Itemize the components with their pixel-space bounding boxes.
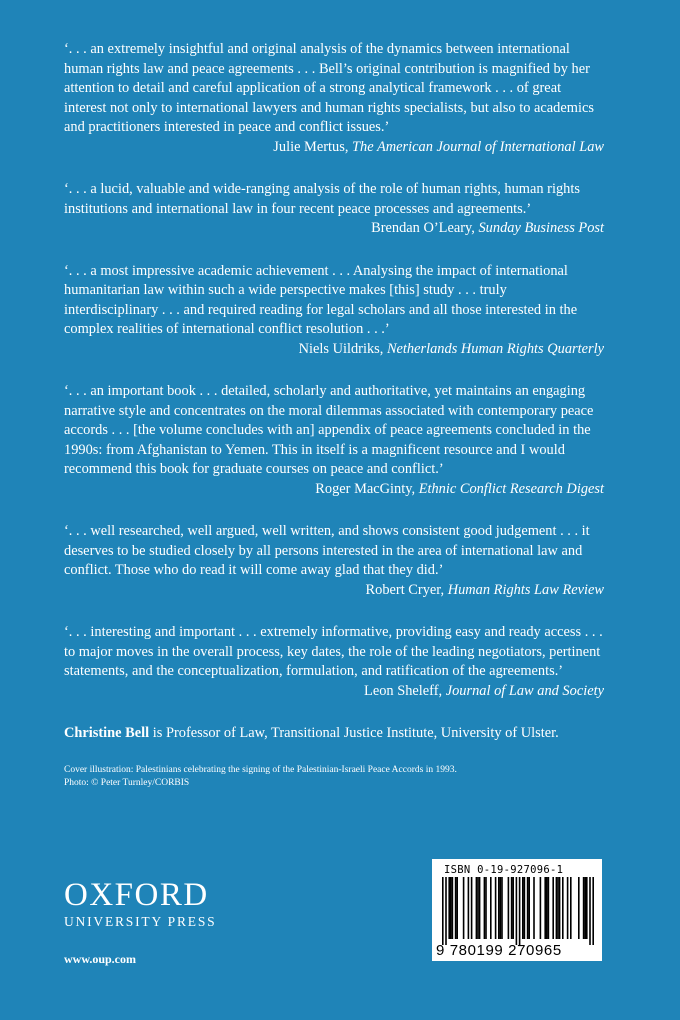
review-2 [64, 180, 604, 239]
isbn-barcode [432, 859, 602, 961]
barcode-bar [442, 877, 444, 945]
barcode-bar [479, 877, 481, 939]
barcode-bar [463, 877, 465, 939]
review-quote: ‘. . . a most impressive academic achievement . . . Analysing the impact of international humanitarian law within such a wide perspective makes [this] study . . . truly interdisciplinary . . . and required reading for legal scholars and all those interested in the complex realities of international conflict resolution . . .’ [64, 262, 578, 337]
reviewer-name: Roger MacGinty, [315, 480, 419, 497]
review-source: Netherlands Human Rights Quarterly [386, 340, 604, 357]
cover-caption: Cover illustration: Palestinians celebrating the signing of the Palestinian-Israeli Peace Accords in 1993. [64, 764, 457, 775]
barcode-bar [485, 877, 487, 939]
barcode-bar [556, 877, 558, 939]
reviewer-name: Robert Cryer, [365, 581, 448, 598]
review-5 [64, 522, 604, 600]
reviewer-name: Niels Uildriks, [298, 340, 387, 357]
review-1 [64, 40, 604, 157]
barcode-bar [562, 877, 564, 939]
photo-credit: Photo: © Peter Turnley/CORBIS [64, 777, 190, 788]
author-bio [64, 724, 604, 744]
barcode-bar [450, 877, 452, 939]
barcode-bar [552, 877, 554, 939]
review-quote: ‘. . . a lucid, valuable and wide-ranging analysis of the role of human rights, human rights institutions and international law in four recent peace processes and agreements.’ [64, 181, 580, 217]
barcode-bar [528, 877, 530, 939]
review-quote: ‘. . . well researched, well argued, well written, and shows consistent good judgement . . . it deserves to be studied closely by all persons interested in the area of international law and conflict. Those who do read it will come away glad that they did.’ [64, 523, 590, 578]
barcode-bar [516, 877, 518, 945]
barcode-bar [527, 877, 529, 939]
reviewer-name: Leon Sheleff, [364, 682, 446, 699]
review-attribution [64, 340, 604, 360]
publisher-logo: OXFORD [64, 877, 209, 913]
barcode-bar [583, 877, 585, 939]
barcode-bar [592, 877, 594, 945]
publisher-url[interactable]: www.oup.com [64, 952, 137, 966]
barcode-bar [471, 877, 473, 939]
review-quote: ‘. . . an important book . . . detailed, scholarly and authoritative, yet maintains an engaging narrative style and concentrates on the moral dilemmas associated with contemporary peace accords . . . [the volume concludes with an] appendix of peace agreements concluded in the 1990s: from Afghanistan to Yemen. This in itself is a magnificent resource and I would recommend this book for graduate courses on peace and conflict.’ [64, 383, 594, 477]
reviewer-name: Julie Mertus, [273, 138, 353, 155]
review-attribution [64, 138, 604, 158]
barcode-bar [477, 877, 479, 939]
review-quote: ‘. . . an extremely insightful and original analysis of the dynamics between international human rights law and peace agreements . . . Bell’s original contribution is magnified by her attention to detail and careful application of a strong analytical framework . . . of great interest not only to international lawyers and human rights specialists, but also to academics and practitioners interested in peace and conflict issues.’ [64, 41, 594, 135]
barcode-bar [445, 877, 447, 945]
barcode-bar [584, 877, 586, 939]
barcode-bar [501, 877, 503, 939]
barcode-bar [508, 877, 510, 939]
review-attribution [64, 581, 604, 601]
barcode-bar [452, 877, 454, 939]
review-source: Sunday Business Post [478, 220, 604, 236]
barcode-bar [511, 877, 513, 939]
barcode-bar [586, 877, 588, 939]
barcode-bar [468, 877, 470, 939]
author-bio-text: is Professor of Law, Transitional Justice Institute, University of Ulster. [149, 725, 559, 741]
barcode-bar [495, 877, 497, 939]
barcode-bar [559, 877, 561, 939]
barcode-bar [533, 877, 535, 939]
barcode-bar [544, 877, 546, 939]
barcode-bar [500, 877, 502, 939]
cover-illustration-credit [64, 764, 604, 790]
reviewer-name: Brendan O’Leary, [371, 220, 479, 236]
review-source: Human Rights Law Review [447, 581, 604, 598]
barcode-bar [540, 877, 542, 939]
barcode-bar [512, 877, 514, 939]
barcode-bar [498, 877, 500, 939]
barcode-bar [578, 877, 580, 939]
review-attribution [64, 480, 604, 500]
barcode-bar [589, 877, 591, 945]
barcode-bar [476, 877, 478, 939]
barcode-bar [519, 877, 521, 945]
isbn-label: ISBN 0-19-927096-1 [444, 864, 564, 876]
review-source: Ethnic Conflict Research Digest [418, 480, 604, 497]
barcode-bar [456, 877, 458, 939]
author-name: Christine Bell [64, 725, 150, 741]
barcode-bar [567, 877, 569, 939]
publisher-block [64, 878, 216, 967]
barcode-bar [524, 877, 526, 939]
barcode-bar [522, 877, 524, 939]
barcode-bar [570, 877, 572, 939]
barcode-bar [455, 877, 457, 939]
review-4 [64, 382, 604, 499]
review-3 [64, 262, 604, 360]
review-6 [64, 623, 604, 701]
content-column [64, 40, 604, 790]
review-quote: ‘. . . interesting and important . . . extremely informative, providing easy and ready access . . . to major moves in the overall process, key dates, the role of the leading negotiators, pertinent statements, and the conceptualization, formulation, and ratification of the agreements.’ [64, 624, 603, 679]
ean-number: 9 780199 270965 [436, 942, 562, 959]
review-attribution [64, 219, 604, 239]
review-source: Journal of Law and Society [445, 682, 604, 699]
publisher-subtitle: UNIVERSITY PRESS [64, 914, 217, 929]
review-source: The American Journal of International Law [352, 138, 604, 155]
review-attribution [64, 682, 604, 702]
barcode-bar [448, 877, 450, 939]
barcode-bar [484, 877, 486, 939]
barcode-bar [546, 877, 548, 939]
barcode-bar [548, 877, 550, 939]
barcode-bar [490, 877, 492, 939]
barcode-bar [557, 877, 559, 939]
